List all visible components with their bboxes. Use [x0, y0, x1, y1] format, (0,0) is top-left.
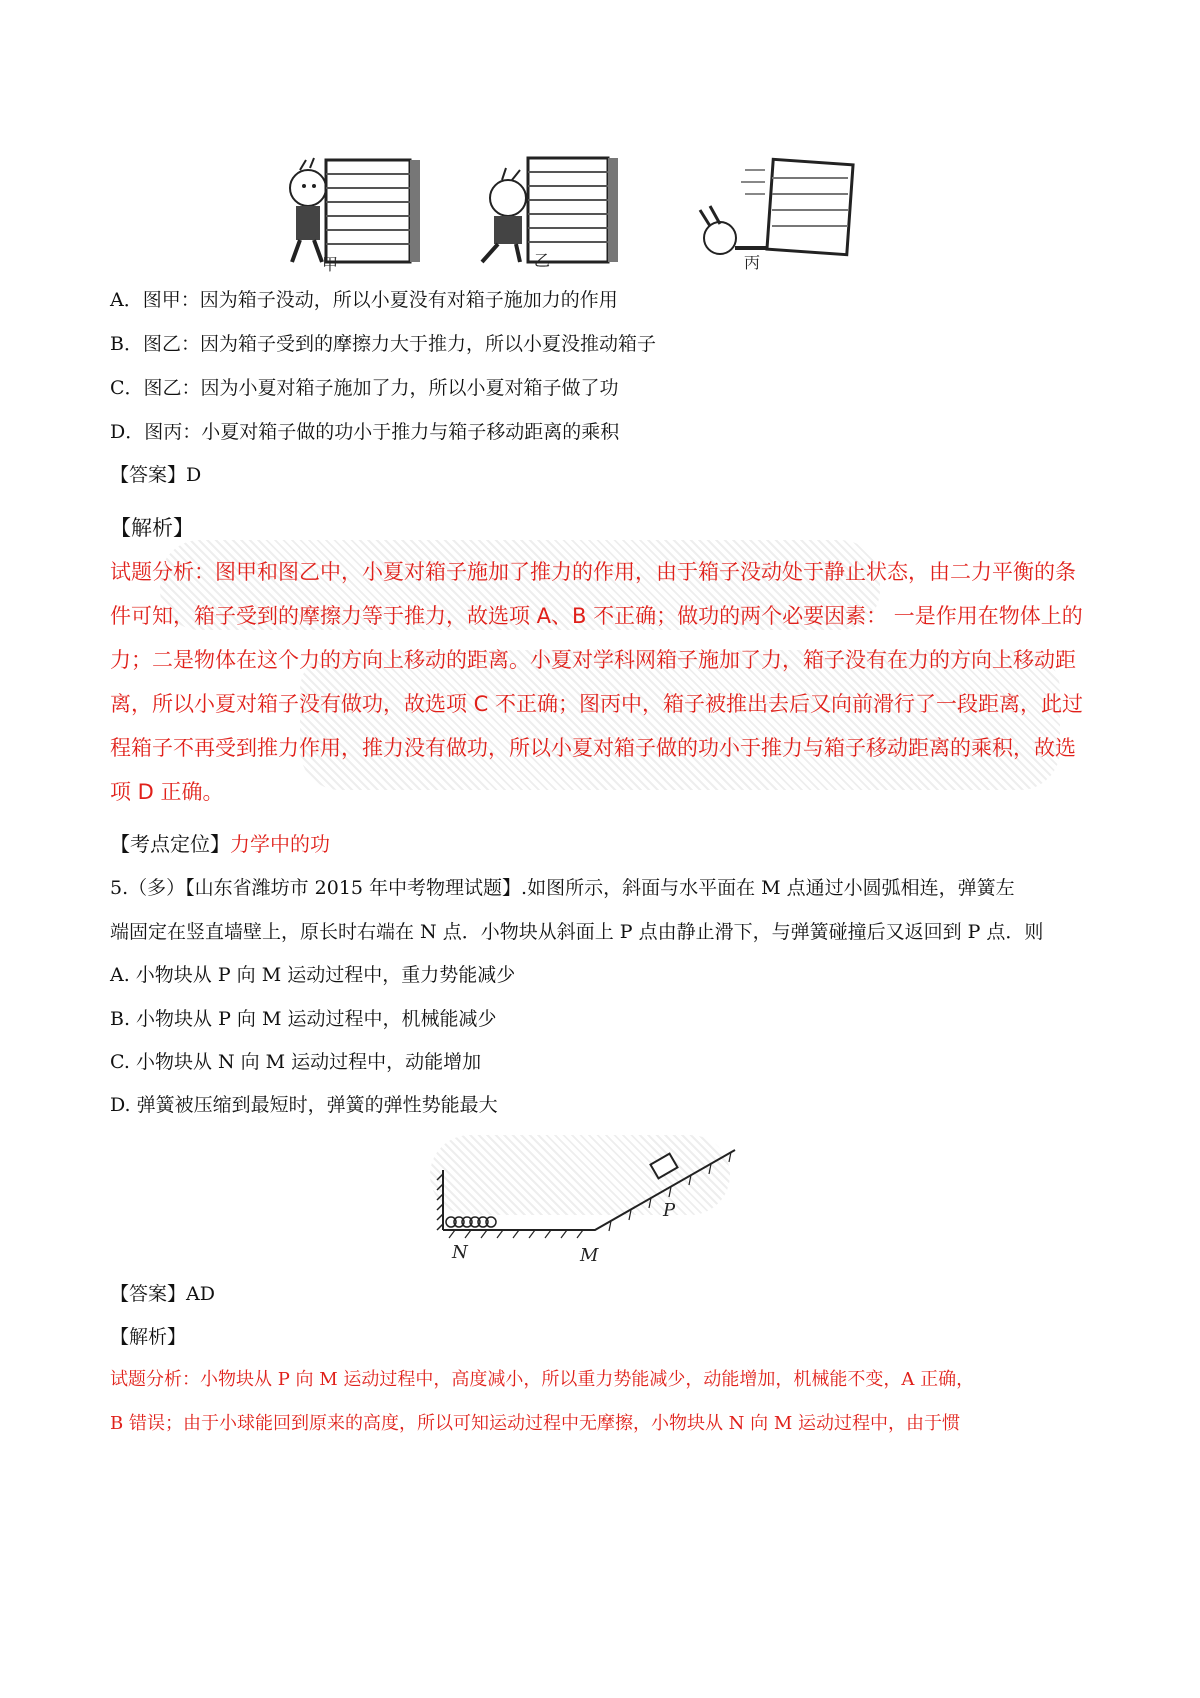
figure-label-yi: 乙 [534, 251, 551, 270]
q5-stem-line: 5.（多）【山东省潍坊市 2015 年中考物理试题】.如图所示，斜面与水平面在 M 点通过小圆弧相连，弹簧左 [110, 877, 1015, 899]
q4-analysis-line: 程箱子不再受到推力作用，推力没有做功，所以小夏对箱子做的功小于推力与箱子移动距离的乘积，故选 [110, 736, 1076, 760]
panel-bing-illustration [700, 159, 853, 254]
label-m: M [580, 1245, 599, 1266]
panel-yi-illustration [482, 158, 618, 262]
q4-option-a: A．图甲：因为箱子没动，所以小夏没有对箱子施加力的作用 [110, 289, 618, 311]
q4-analysis-line: 试题分析：图甲和图乙中，小夏对箱子施加了推力的作用，由于箱子没动处于静止状态，由二力平衡的条 [110, 560, 1076, 584]
label-p: P [663, 1200, 676, 1221]
q4-analysis-line: 件可知，箱子受到的摩擦力等于推力，故选项 A、B 不正确；做功的两个必要因素： 一是作用在物体上的 [110, 604, 1083, 628]
q4-option-d: D．图丙：小夏对箱子做的功小于推力与箱子移动距离的乘积 [110, 421, 620, 443]
spring-coil [446, 1217, 496, 1227]
q4-answer: 【答案】D [110, 464, 202, 486]
q5-option-b: B. 小物块从 P 向 M 运动过程中，机械能减少 [110, 1008, 497, 1030]
q5-analysis-line: 试题分析：小物块从 P 向 M 运动过程中，高度减小，所以重力势能减少，动能增加，机械能不变，A 正确， [110, 1369, 975, 1390]
q5-option-a: A. 小物块从 P 向 M 运动过程中，重力势能减少 [110, 964, 516, 986]
figure-label-bing: 丙 [744, 253, 761, 272]
label-n: N [452, 1242, 468, 1263]
q4-option-b: B．图乙：因为箱子受到的摩擦力大于推力，所以小夏没推动箱子 [110, 333, 656, 355]
q5-option-d: D. 弹簧被压缩到最短时，弹簧的弹性势能最大 [110, 1094, 498, 1116]
figure-label-jia: 甲 [322, 255, 339, 274]
q4-analysis-body [110, 550, 1100, 814]
q5-analysis-line: B 错误；由于小球能回到原来的高度，所以可知运动过程中无摩擦，小物块从 N 向 M 运动过程中，由于惯 [110, 1413, 961, 1434]
q4-analysis-heading: 【解析】 [110, 516, 194, 540]
kaodian-label: 【考点定位】 [110, 832, 230, 856]
panel-jia-illustration [290, 158, 420, 262]
q5-option-c: C. 小物块从 N 向 M 运动过程中，动能增加 [110, 1051, 482, 1073]
q4-analysis-line: 力；二是物体在这个力的方向上移动的距离。小夏对学科网箱子施加了力，箱子没有在力的方向上移动距 [110, 648, 1076, 672]
q5-stem-line: 端固定在竖直墙壁上，原长时右端在 N 点．小物块从斜面上 P 点由静止滑下，与弹簧碰撞后又返回到 P 点．则 [110, 921, 1044, 943]
q4-analysis-line: 离，所以小夏对箱子没有做功，故选项 C 不正确；图丙中，箱子被推出去后又向前滑行了一段距离，此过 [110, 692, 1084, 716]
kaodian-value: 力学中的功 [230, 832, 330, 856]
q4-option-c: C．图乙：因为小夏对箱子施加了力，所以小夏对箱子做了功 [110, 377, 619, 399]
q4-kaodian [110, 832, 330, 856]
q5-analysis-heading: 【解析】 [110, 1326, 187, 1348]
block [650, 1154, 677, 1179]
box-pushing-figure [280, 150, 860, 285]
q5-answer: 【答案】AD [110, 1283, 215, 1305]
q4-analysis-line: 项 D 正确。 [110, 780, 224, 804]
